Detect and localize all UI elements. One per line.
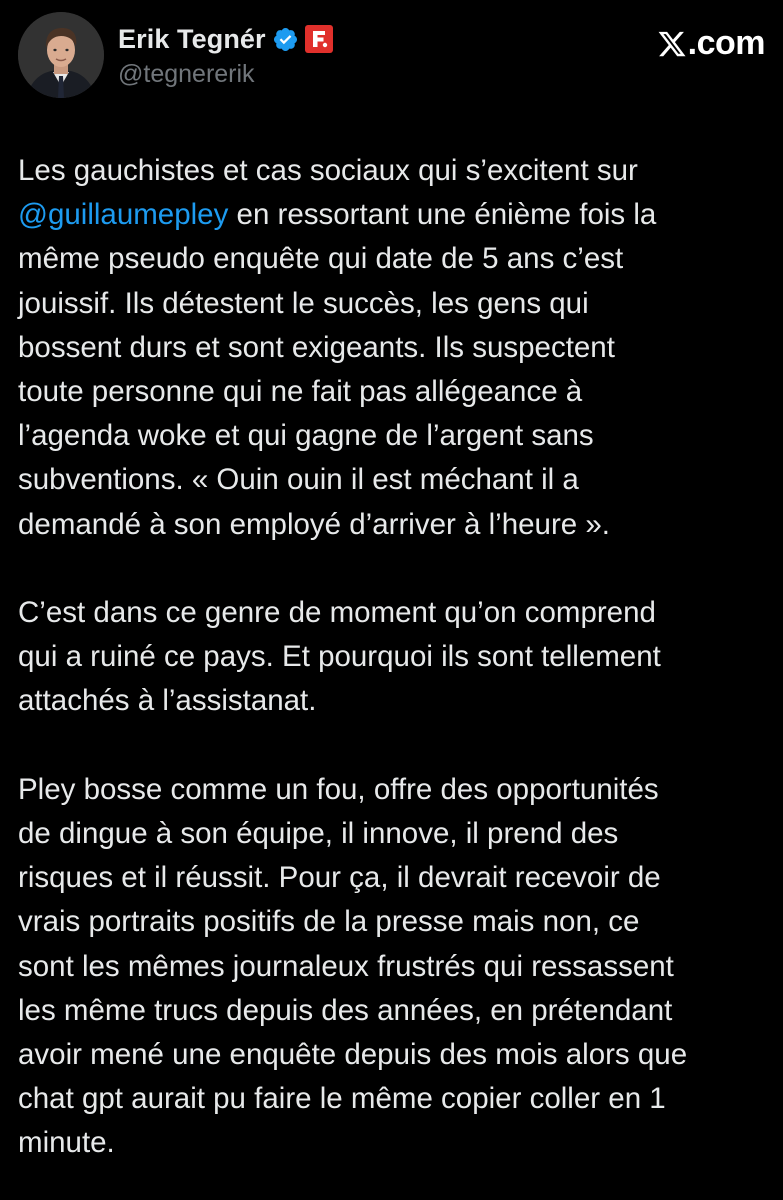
tweet-line-text: jouissif. Ils détestent le succès, les gens qui xyxy=(18,286,589,320)
tweet-line-text: vrais portraits positifs de la presse mais non, ce xyxy=(18,905,640,939)
avatar-image xyxy=(18,12,104,98)
tweet-line xyxy=(18,326,768,370)
affiliation-badge-icon[interactable] xyxy=(305,25,333,53)
tweet-line-text: Les gauchistes et cas sociaux qui s’excitent sur xyxy=(18,154,638,187)
tweet-text xyxy=(18,149,768,1166)
tweet-line-text: toute personne qui ne fait pas allégeance à xyxy=(18,375,583,409)
author-display-name[interactable]: Erik Tegnér xyxy=(118,23,266,54)
name-row xyxy=(118,22,333,56)
tweet-line xyxy=(18,900,768,944)
tweet-line-text: en ressortant une énième fois la xyxy=(228,198,657,232)
tweet-line xyxy=(18,193,768,237)
tweet-line-text: l’agenda woke et qui gagne de l’argent sans xyxy=(18,419,594,453)
tweet-line xyxy=(18,282,768,326)
tweet-line xyxy=(18,679,768,723)
tweet-paragraph xyxy=(18,149,768,547)
tweet-line-text: sont les mêmes journaleux frustrés qui ressassent xyxy=(18,949,674,983)
tweet-line-text: minute. xyxy=(18,1126,115,1160)
tweet-line xyxy=(18,503,768,547)
tweet-line xyxy=(18,1077,768,1121)
tweet-line xyxy=(18,237,768,281)
tweet-line xyxy=(18,1033,768,1077)
tweet-line-text: subventions. « Ouin ouin il est méchant il a xyxy=(18,463,579,497)
tweet-line xyxy=(18,856,768,900)
tweet-paragraph xyxy=(18,768,768,1166)
tweet-line xyxy=(18,945,768,989)
tweet-line-text: attachés à l’assistanat. xyxy=(18,684,317,718)
mention-link[interactable]: @guillaumepley xyxy=(18,198,229,232)
author-handle[interactable]: @tegnererik xyxy=(118,60,255,88)
tweet-line-text: risques et il réussit. Pour ça, il devrait recevoir de xyxy=(18,861,661,895)
tweet-line xyxy=(18,591,768,635)
tweet-line xyxy=(18,768,768,812)
tweet-line xyxy=(18,812,768,856)
tweet-line xyxy=(18,989,768,1033)
tweet-line-text: demandé à son employé d’arriver à l’heure ». xyxy=(18,507,610,541)
tweet-line-text: les même trucs depuis des années, en prétendant xyxy=(18,993,673,1027)
site-suffix: .com xyxy=(687,24,765,62)
verified-badge-icon[interactable] xyxy=(272,26,299,53)
tweet-line xyxy=(18,370,768,414)
x-logo-icon xyxy=(657,29,687,59)
site-brand xyxy=(657,24,765,63)
tweet-line-text: bossent durs et sont exigeants. Ils suspectent xyxy=(18,330,615,364)
tweet-line-text: Pley bosse comme un fou, offre des opportunités xyxy=(18,772,659,806)
tweet-line-text: C’est dans ce genre de moment qu’on comprend xyxy=(18,596,656,630)
tweet-line xyxy=(18,149,768,193)
tweet-header xyxy=(18,12,765,102)
tweet-paragraph xyxy=(18,591,768,724)
tweet-line-text: même pseudo enquête qui date de 5 ans c’est xyxy=(18,242,624,276)
avatar[interactable] xyxy=(18,12,104,98)
tweet-line-text: qui a ruiné ce pays. Et pourquoi ils sont tellement xyxy=(18,640,661,674)
tweet-line xyxy=(18,414,768,458)
author-names xyxy=(118,22,333,89)
tweet-line-text: chat gpt aurait pu faire le même copier coller en 1 xyxy=(18,1082,666,1116)
tweet-line-text: de dingue à son équipe, il innove, il prend des xyxy=(18,817,619,851)
tweet-line-text: avoir mené une enquête depuis des mois alors que xyxy=(18,1038,688,1072)
tweet-line xyxy=(18,1121,768,1165)
tweet-line xyxy=(18,458,768,502)
tweet-line xyxy=(18,635,768,679)
